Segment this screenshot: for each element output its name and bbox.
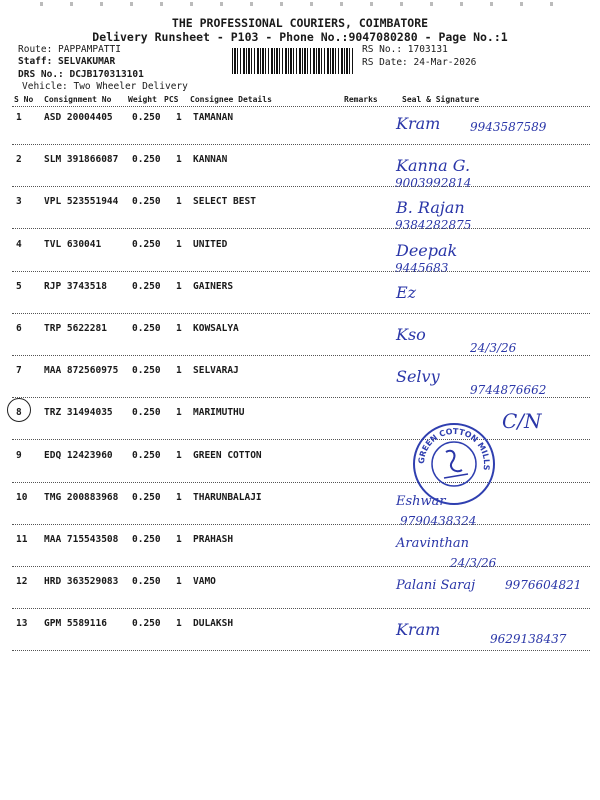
row-consignment-no: EDQ 12423960 xyxy=(44,450,113,461)
row-consignment-no: SLM 391866087 xyxy=(44,154,119,165)
row-signature: Ez xyxy=(396,283,417,302)
row-signature-phone: 9445683 xyxy=(395,261,449,275)
row-consignee: UNITED xyxy=(193,239,228,250)
row-sno: 7 xyxy=(16,365,22,376)
row-consignee: MARIMUTHU xyxy=(193,407,245,418)
col-seal: Seal & Signature xyxy=(402,95,480,104)
row-consignee: GAINERS xyxy=(193,281,234,292)
row-signature-phone: 9744876662 xyxy=(470,383,547,397)
row-divider xyxy=(12,144,590,145)
row-consignee: THARUNBALAJI xyxy=(193,492,262,503)
row-pcs: 1 xyxy=(176,323,182,334)
rs-date: RS Date: 24-Mar-2026 xyxy=(362,57,477,68)
row-divider xyxy=(12,482,590,483)
row-signature-phone: 24/3/26 xyxy=(450,556,497,570)
row-signature: Kram xyxy=(396,620,441,639)
row-weight: 0.250 xyxy=(132,450,161,461)
row-weight: 0.250 xyxy=(132,407,161,418)
row-divider xyxy=(12,186,590,187)
row-weight: 0.250 xyxy=(132,281,161,292)
header-divider xyxy=(12,106,590,107)
row-consignment-no: TMG 200883968 xyxy=(44,492,119,503)
row-weight: 0.250 xyxy=(132,534,161,545)
vehicle-label: Vehicle: Two Wheeler Delivery xyxy=(22,81,188,92)
row-divider xyxy=(12,524,590,525)
row-consignee: GREEN COTTON xyxy=(193,450,262,461)
row-consignment-no: RJP 3743518 xyxy=(44,281,107,292)
row-signature: Kram xyxy=(396,114,441,133)
row-consignment-no: TRZ 31494035 xyxy=(44,407,113,418)
row-sno: 3 xyxy=(16,196,22,207)
row-pcs: 1 xyxy=(176,281,182,292)
row-pcs: 1 xyxy=(176,112,182,123)
staff-label: Staff: SELVAKUMAR xyxy=(18,56,116,67)
row-weight: 0.250 xyxy=(132,323,161,334)
row-sno: 4 xyxy=(16,239,22,250)
row-pcs: 1 xyxy=(176,154,182,165)
stamp-text: GREEN COTTON MILLS xyxy=(416,426,492,471)
row-sno: 5 xyxy=(16,281,22,292)
row-signature-phone: 9629138437 xyxy=(490,632,567,646)
row-consignee: KANNAN xyxy=(193,154,228,165)
row-consignee: DULAKSH xyxy=(193,618,234,629)
row-signature-phone: 9003992814 xyxy=(395,176,472,190)
row-consignment-no: VPL 523551944 xyxy=(44,196,119,207)
row-pcs: 1 xyxy=(176,450,182,461)
row-signature: Kso xyxy=(396,325,426,344)
row-signature: Aravinthan xyxy=(396,536,469,551)
col-weight: Weight xyxy=(128,95,157,104)
row-signature-phone: 9384282875 xyxy=(395,218,472,232)
row-weight: 0.250 xyxy=(132,492,161,503)
row-divider xyxy=(12,397,590,398)
row-pcs: 1 xyxy=(176,407,182,418)
row-divider xyxy=(12,650,590,651)
row-consignment-no: TRP 5622281 xyxy=(44,323,107,334)
row-signature-phone: 9976604821 xyxy=(505,578,582,592)
row-weight: 0.250 xyxy=(132,112,161,123)
row-weight: 0.250 xyxy=(132,618,161,629)
row-consignee: VAMO xyxy=(193,576,216,587)
row-sno: 11 xyxy=(16,534,28,545)
row-pcs: 1 xyxy=(176,492,182,503)
row-signature: Kanna G. xyxy=(396,156,471,175)
row-consignee: PRAHASH xyxy=(193,534,234,545)
row-signature: C/N xyxy=(502,409,542,433)
row-divider xyxy=(12,271,590,272)
row-sno: 10 xyxy=(16,492,28,503)
row-sno: 1 xyxy=(16,112,22,123)
row-consignee: SELVARAJ xyxy=(193,365,239,376)
row-signature: Palani Saraj xyxy=(396,578,476,593)
row-sno: 6 xyxy=(16,323,22,334)
row-sno: 12 xyxy=(16,576,28,587)
row-pcs: 1 xyxy=(176,576,182,587)
row-signature: B. Rajan xyxy=(396,198,465,217)
scan-artifact-dots xyxy=(40,2,560,6)
row-pcs: 1 xyxy=(176,196,182,207)
row-weight: 0.250 xyxy=(132,154,161,165)
row-weight: 0.250 xyxy=(132,239,161,250)
row-weight: 0.250 xyxy=(132,196,161,207)
row-8-circle-mark xyxy=(7,398,31,422)
col-consignee: Consignee Details xyxy=(190,95,272,104)
row-divider xyxy=(12,608,590,609)
col-remarks: Remarks xyxy=(344,95,378,104)
row-pcs: 1 xyxy=(176,365,182,376)
row-consignment-no: TVL 630041 xyxy=(44,239,102,250)
row-divider xyxy=(12,566,590,567)
row-signature-phone: 9943587589 xyxy=(470,120,547,134)
drs-label: DRS No.: DCJB170313101 xyxy=(18,69,144,80)
rs-number: RS No.: 1703131 xyxy=(362,44,448,55)
row-sno: 9 xyxy=(16,450,22,461)
row-signature: Selvy xyxy=(396,367,440,386)
row-signature-phone: 9790438324 xyxy=(400,514,477,528)
row-consignment-no: MAA 715543508 xyxy=(44,534,119,545)
row-consignee: TAMANAN xyxy=(193,112,234,123)
row-weight: 0.250 xyxy=(132,365,161,376)
green-cotton-stamp xyxy=(412,422,496,506)
runsheet-subtitle: Delivery Runsheet - P103 - Phone No.:9047080280 - Page No.:1 xyxy=(92,30,508,44)
row-divider xyxy=(12,228,590,229)
row-divider xyxy=(12,355,590,356)
row-consignment-no: ASD 20004405 xyxy=(44,112,113,123)
col-pcs: PCS xyxy=(164,95,179,104)
row-divider xyxy=(12,439,590,440)
col-consignment: Consignment No xyxy=(44,95,112,104)
barcode xyxy=(232,48,354,74)
row-consignment-no: HRD 363529083 xyxy=(44,576,119,587)
row-consignee: SELECT BEST xyxy=(193,196,256,207)
row-sno: 13 xyxy=(16,618,28,629)
route-label: Route: PAPPAMPATTI xyxy=(18,44,121,55)
row-signature: Deepak xyxy=(396,241,458,260)
row-consignment-no: GPM 5589116 xyxy=(44,618,107,629)
row-sno: 8 xyxy=(16,407,22,418)
row-pcs: 1 xyxy=(176,534,182,545)
row-sno: 2 xyxy=(16,154,22,165)
row-divider xyxy=(12,313,590,314)
row-weight: 0.250 xyxy=(132,576,161,587)
row-consignment-no: MAA 872560975 xyxy=(44,365,119,376)
company-title: THE PROFESSIONAL COURIERS, COIMBATORE xyxy=(171,16,429,30)
row-signature: Eshwar xyxy=(396,494,446,509)
row-consignee: KOWSALYA xyxy=(193,323,239,334)
row-pcs: 1 xyxy=(176,239,182,250)
col-sno: S No xyxy=(14,95,34,104)
row-signature-phone: 24/3/26 xyxy=(470,341,517,355)
row-pcs: 1 xyxy=(176,618,182,629)
